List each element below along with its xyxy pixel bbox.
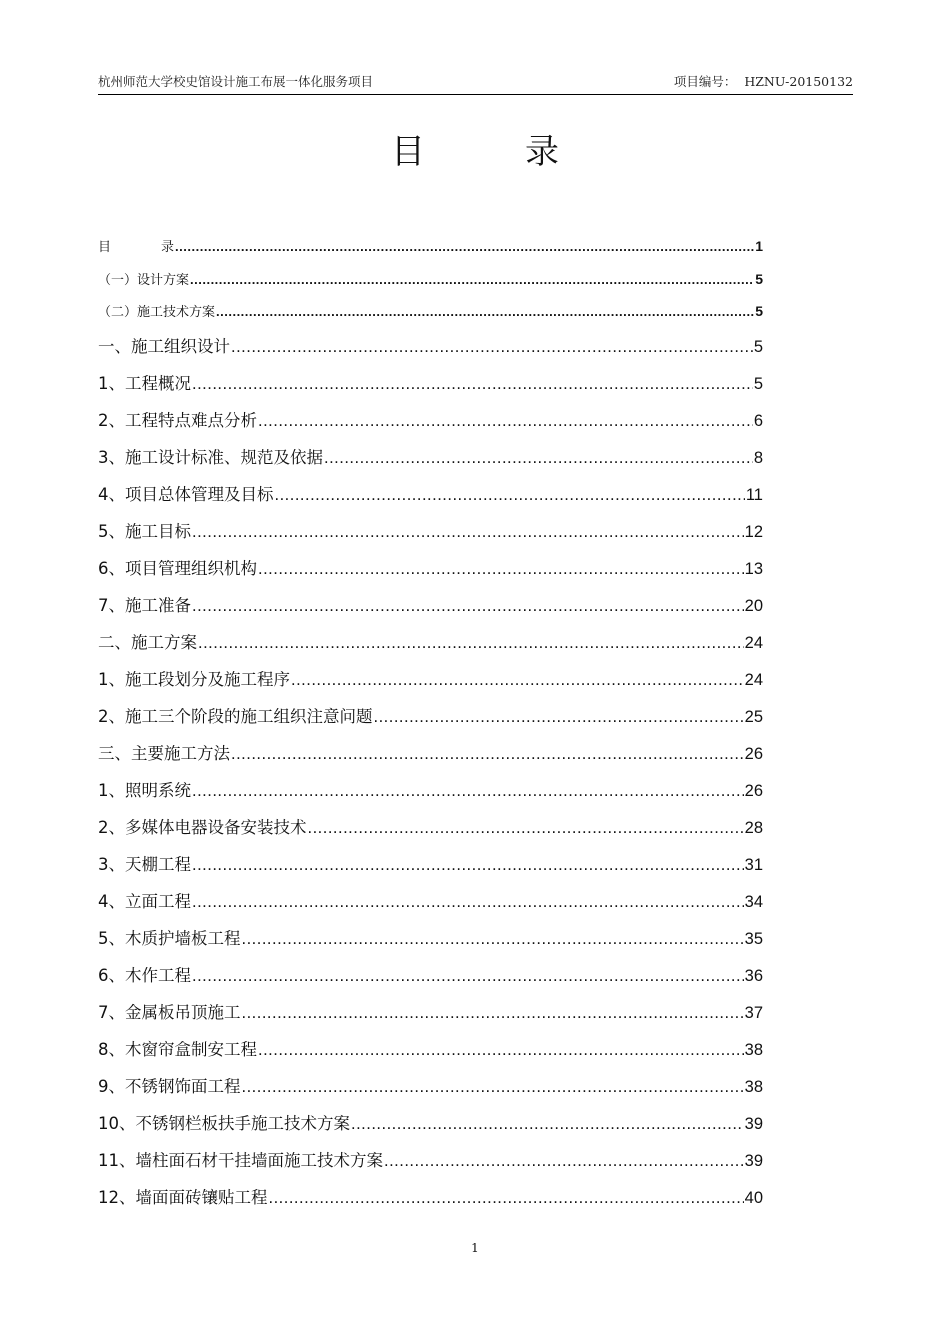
toc-page-number: 24 — [744, 671, 763, 689]
toc-entry[interactable] — [98, 1110, 763, 1134]
toc-entry[interactable] — [98, 1073, 763, 1097]
toc-page-number: 11 — [745, 486, 763, 504]
toc-leader — [192, 375, 753, 394]
toc-entry[interactable] — [98, 851, 763, 875]
toc-page-number: 24 — [744, 634, 763, 652]
toc-label: 3、天棚工程 — [98, 855, 191, 874]
toc-page-number: 5 — [755, 271, 763, 287]
toc-entry-title[interactable] — [98, 236, 763, 255]
toc-entry[interactable] — [98, 269, 763, 288]
toc-leader — [192, 967, 744, 986]
toc-page-number: 5 — [753, 338, 763, 356]
toc-label: 4、立面工程 — [98, 892, 191, 911]
toc-entry[interactable] — [98, 925, 763, 949]
toc-title-part-2: 录 — [161, 240, 175, 255]
toc-page-number: 12 — [744, 523, 763, 541]
toc-entry[interactable] — [98, 1036, 763, 1060]
toc-entry[interactable] — [98, 777, 763, 801]
toc-page-number: 34 — [744, 893, 763, 911]
toc-leader — [192, 856, 744, 875]
toc-page-number: 31 — [744, 856, 763, 874]
toc-page-number: 26 — [744, 745, 763, 763]
toc-entry[interactable] — [98, 888, 763, 912]
toc-label: 5、木质护墙板工程 — [98, 929, 241, 948]
toc-page-number: 26 — [744, 782, 763, 800]
toc-label: 11、墙柱面石材干挂墙面施工技术方案 — [98, 1151, 383, 1170]
toc-label: 8、木窗帘盒制安工程 — [98, 1040, 257, 1059]
toc-page-number: 5 — [755, 303, 763, 319]
toc-entry[interactable] — [98, 592, 763, 616]
title-char-1: 目 — [391, 132, 425, 172]
toc-label: 9、不锈钢饰面工程 — [98, 1077, 241, 1096]
project-code-value: HZNU-20150132 — [744, 74, 853, 89]
toc-leader — [192, 597, 744, 616]
toc-label: 12、墙面面砖镶贴工程 — [98, 1188, 268, 1207]
toc-leader — [192, 782, 744, 801]
toc-label: 5、施工目标 — [98, 522, 191, 541]
toc-entry[interactable] — [98, 1147, 763, 1171]
toc-label: （二）施工技术方案 — [98, 305, 216, 320]
toc-leader — [231, 745, 744, 764]
toc-leader — [351, 1115, 744, 1134]
toc-page-number: 37 — [744, 1004, 763, 1022]
toc-entry[interactable] — [98, 481, 763, 505]
toc-label: 二、施工方案 — [98, 633, 197, 652]
toc-label: 4、项目总体管理及目标 — [98, 485, 274, 504]
toc-leader — [242, 1004, 744, 1023]
toc-label: （一）设计方案 — [98, 273, 190, 288]
toc-leader — [192, 893, 744, 912]
toc-page-number: 36 — [744, 967, 763, 985]
toc-page-number: 6 — [753, 412, 763, 430]
toc-entry[interactable] — [98, 962, 763, 986]
toc-page-number: 38 — [744, 1078, 763, 1096]
toc-page-number: 1 — [755, 238, 763, 254]
toc-label: 1、工程概况 — [98, 374, 191, 393]
footer-page-number: 1 — [471, 1241, 479, 1255]
toc-label: 三、主要施工方法 — [98, 744, 230, 763]
toc-label: 10、不锈钢栏板扶手施工技术方案 — [98, 1114, 350, 1133]
toc-leader — [384, 1152, 744, 1171]
toc-leader — [374, 708, 744, 727]
toc-leader — [190, 272, 754, 287]
toc-label: 6、木作工程 — [98, 966, 191, 985]
toc-page-number: 20 — [744, 597, 763, 615]
toc-leader — [216, 304, 754, 319]
title-char-2: 录 — [525, 132, 559, 172]
toc-leader — [269, 1189, 744, 1208]
toc-leader — [324, 449, 753, 468]
toc-label: 2、多媒体电器设备安装技术 — [98, 818, 307, 837]
toc-page-number: 38 — [744, 1041, 763, 1059]
toc-entry[interactable] — [98, 370, 763, 394]
toc-page-number: 40 — [744, 1189, 763, 1207]
toc-label: 1、照明系统 — [98, 781, 191, 800]
toc-label: 7、施工准备 — [98, 596, 191, 615]
toc-page-number: 39 — [744, 1115, 763, 1133]
toc-label: 6、项目管理组织机构 — [98, 559, 257, 578]
toc-label: 1、施工段划分及施工程序 — [98, 670, 290, 689]
project-code — [674, 72, 853, 90]
toc-leader — [291, 671, 744, 690]
page-title — [0, 124, 950, 173]
toc-leader — [175, 239, 754, 254]
toc-page-number: 25 — [744, 708, 763, 726]
toc-title-part-1: 目 — [98, 240, 112, 255]
toc-leader — [198, 634, 744, 653]
toc-leader — [242, 930, 744, 949]
toc-page-number: 5 — [753, 375, 763, 393]
toc-entry[interactable] — [98, 999, 763, 1023]
toc-page-number: 39 — [744, 1152, 763, 1170]
toc-entry[interactable] — [98, 333, 763, 357]
toc-entry[interactable] — [98, 444, 763, 468]
toc-leader — [231, 338, 753, 357]
project-name: 杭州师范大学校史馆设计施工布展一体化服务项目 — [98, 74, 374, 89]
toc-entry[interactable] — [98, 814, 763, 838]
toc-leader — [275, 486, 745, 505]
toc-entry[interactable] — [98, 703, 763, 727]
toc-leader — [258, 412, 753, 431]
page-footer — [0, 1241, 950, 1255]
toc-entry[interactable] — [98, 740, 763, 764]
toc-page-number: 13 — [744, 560, 763, 578]
toc-entry[interactable] — [98, 518, 763, 542]
toc-entry[interactable] — [98, 1184, 763, 1208]
toc-leader — [192, 523, 744, 542]
toc-entry[interactable] — [98, 407, 763, 431]
toc-entry[interactable] — [98, 666, 763, 690]
toc-leader — [258, 1041, 744, 1060]
toc-label: 一、施工组织设计 — [98, 337, 230, 356]
project-code-label: 项目编号： — [673, 74, 737, 89]
toc-label: 2、工程特点难点分析 — [98, 411, 257, 430]
toc-page-number: 35 — [744, 930, 763, 948]
toc-entry[interactable] — [98, 629, 763, 653]
toc-page-number: 28 — [744, 819, 763, 837]
toc-leader — [242, 1078, 744, 1097]
toc-entry[interactable] — [98, 555, 763, 579]
toc-page-number: 8 — [753, 449, 763, 467]
toc-label: 3、施工设计标准、规范及依据 — [98, 448, 323, 467]
toc-leader — [258, 560, 744, 579]
toc-entry[interactable] — [98, 301, 763, 320]
toc-label: 2、施工三个阶段的施工组织注意问题 — [98, 707, 373, 726]
page-header — [98, 68, 853, 95]
toc-label: 7、金属板吊顶施工 — [98, 1003, 241, 1022]
toc-leader — [308, 819, 744, 838]
